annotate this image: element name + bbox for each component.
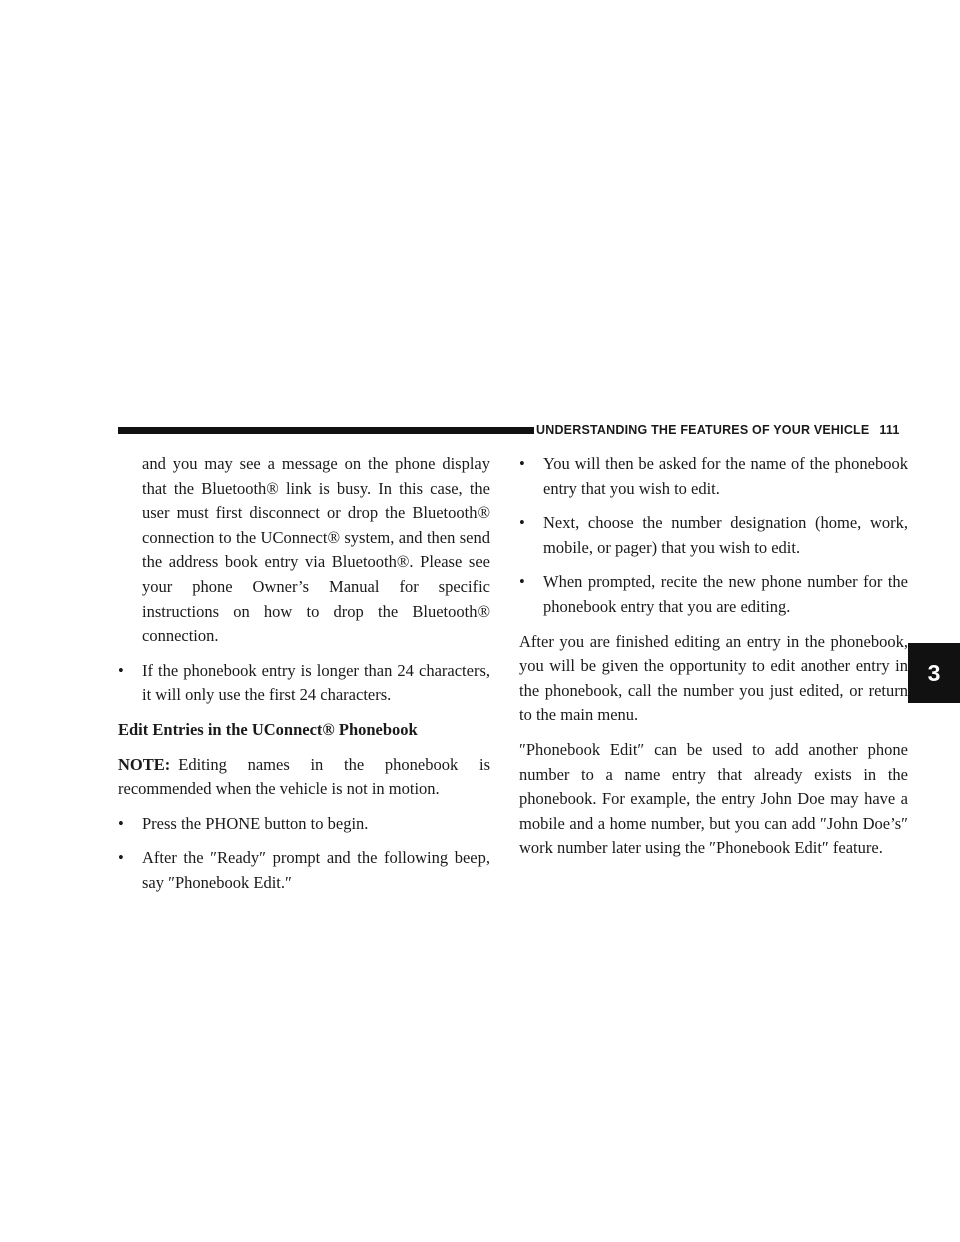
bullet-glyph: •	[519, 513, 525, 533]
header-text	[536, 423, 900, 437]
header-rule-right	[520, 427, 534, 434]
section-heading: Edit Entries in the UConnect® Phonebook	[118, 719, 418, 739]
bullet-glyph: •	[118, 660, 124, 680]
note-paragraph	[118, 753, 490, 802]
list-item-text: If the phonebook entry is longer than 24 characters, it will only use the first 24 characters.	[142, 660, 490, 705]
list-item	[118, 812, 490, 837]
list-item-text: After the ″Ready″ prompt and the following beep, say ″Phonebook Edit.″	[142, 848, 490, 892]
list-item	[118, 846, 490, 895]
bullet-glyph: •	[519, 572, 525, 592]
note-text: Editing names in the phonebook is recommended when the vehicle is not in motion.	[118, 754, 490, 799]
list-item	[519, 570, 908, 619]
list-item	[519, 511, 908, 560]
continuation-paragraph: and you may see a message on the phone display that the Bluetooth® link is busy. In this case, the user must first disconnect or drop the Bluetooth® connection to the UConnect® system, and then send the address book entry via Bluetooth®. Please see your phone Owner’s Manual for specific instructions on how to drop the Bluetooth® connection.	[142, 454, 490, 646]
right-column	[519, 452, 908, 861]
header-rule	[118, 427, 520, 434]
body-paragraph: ″Phonebook Edit″ can be used to add another phone number to a name entry that already exists in the phonebook. For example, the entry John Doe may have a mobile and a home number, but you can add ″John Doe’s″ work number later using the ″Phonebook Edit″ feature.	[519, 739, 908, 858]
list-item-text: Next, choose the number designation (home, work, mobile, or pager) that you wish to edit.	[543, 513, 908, 557]
list-item-text: Press the PHONE button to begin.	[142, 813, 369, 833]
section-title: UNDERSTANDING THE FEATURES OF YOUR VEHICLE	[536, 423, 870, 437]
chapter-tab: 3	[908, 643, 960, 703]
bullet-glyph: •	[118, 848, 124, 868]
list-item-text: When prompted, recite the new phone number for the phonebook entry that you are editing.	[543, 572, 908, 616]
list-item	[118, 659, 490, 708]
list-item-text: You will then be asked for the name of the phonebook entry that you wish to edit.	[543, 454, 908, 498]
bullet-glyph: •	[118, 813, 124, 833]
page-number: 111	[879, 423, 900, 437]
left-column	[118, 452, 490, 896]
body-paragraph: After you are finished editing an entry in the phonebook, you will be given the opportunity to edit another entry in the phonebook, call the number you just edited, or return to the main menu.	[519, 631, 908, 725]
note-label: NOTE:	[118, 754, 171, 774]
bullet-glyph: •	[519, 454, 525, 473]
page-header	[118, 424, 910, 438]
list-item	[519, 452, 908, 501]
